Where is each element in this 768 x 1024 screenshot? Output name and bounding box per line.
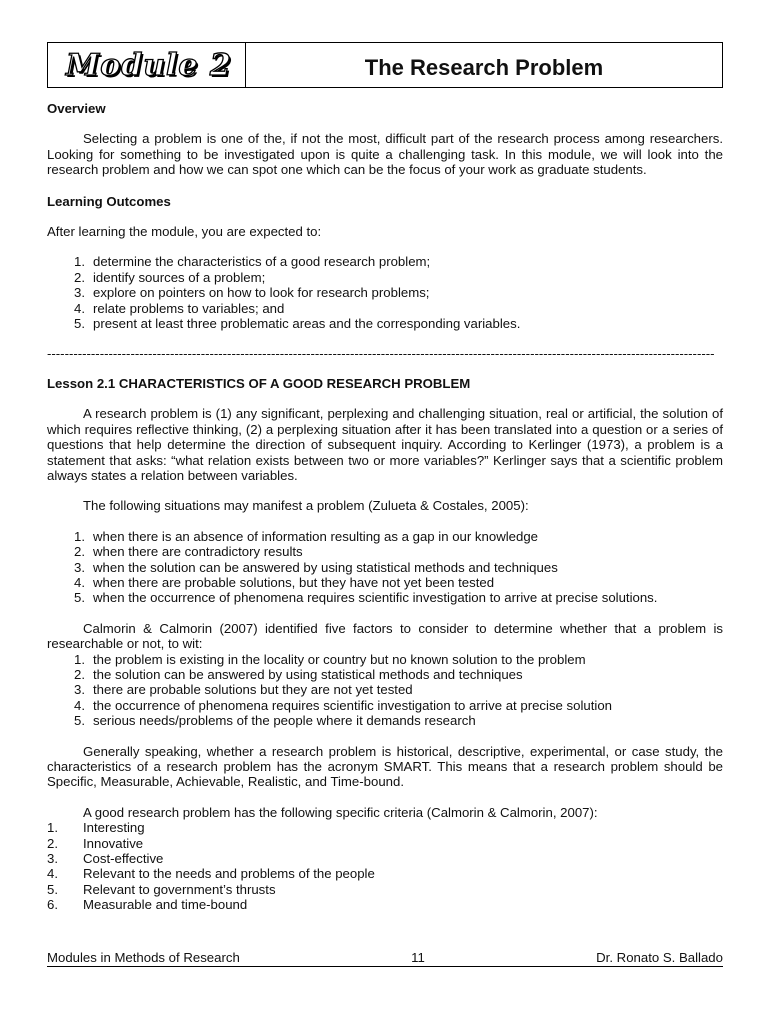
list-text: when there are contradictory results xyxy=(93,544,303,560)
list-text: the solution can be answered by using statistical methods and techniques xyxy=(93,666,523,682)
list-item xyxy=(47,285,723,300)
module-header xyxy=(47,42,723,88)
list-number: 1. xyxy=(47,820,58,836)
list-number: 5. xyxy=(47,881,58,897)
list-text: Relevant to government’s thrusts xyxy=(83,881,276,897)
document-body xyxy=(47,101,723,913)
list-text: Innovative xyxy=(83,835,144,851)
outcomes-intro: After learning the module, you are expected to: xyxy=(47,224,322,240)
list-number: 3. xyxy=(74,285,85,301)
list-item xyxy=(47,529,723,544)
list-number: 5. xyxy=(74,713,85,729)
footer-course-title: Modules in Methods of Research xyxy=(47,950,240,965)
list-text: the occurrence of phenomena requires scientific investigation to arrive at precise solution xyxy=(93,697,612,713)
list-number: 4. xyxy=(74,300,85,316)
list-number: 2. xyxy=(74,269,85,285)
list-number: 3. xyxy=(47,851,58,867)
page-footer xyxy=(47,950,723,967)
list-text: when there is an absence of information resulting as a gap in our knowledge xyxy=(93,528,538,544)
list-item xyxy=(47,667,723,682)
list-text: there are probable solutions but they are not yet tested xyxy=(93,682,413,698)
list-item xyxy=(47,301,723,316)
list-text: when there are probable solutions, but they have not yet been tested xyxy=(93,574,495,590)
list-text: serious needs/problems of the people where it demands research xyxy=(93,713,476,729)
list-number: 5. xyxy=(74,590,85,606)
outcomes-list xyxy=(47,254,723,331)
list-number: 3. xyxy=(74,559,85,575)
list-number: 1. xyxy=(74,651,85,667)
list-number: 5. xyxy=(74,316,85,332)
list-number: 2. xyxy=(47,835,58,851)
footer-page-number: 11 xyxy=(411,950,425,965)
list-item xyxy=(47,836,723,851)
list-text: explore on pointers on how to look for research problems; xyxy=(93,285,430,301)
list-number: 4. xyxy=(74,574,85,590)
list-text: Measurable and time-bound xyxy=(83,897,248,913)
list-text: present at least three problematic areas and the corresponding variables. xyxy=(93,316,521,332)
list-text: relate problems to variables; and xyxy=(93,300,285,316)
title-cell xyxy=(246,43,722,87)
list-text: when the occurrence of phenomena requires scientific investigation to arrive at precise solutions. xyxy=(93,590,658,606)
document-page xyxy=(47,42,723,913)
list-item xyxy=(47,652,723,667)
lesson-paragraph-5: A good research problem has the following specific criteria (Calmorin & Calmorin, 2007): xyxy=(83,804,598,820)
list-item xyxy=(47,270,723,285)
list-number: 2. xyxy=(74,544,85,560)
section-divider: -------------------------------------------------------------------------------------------------------------------------------------------------------- xyxy=(47,346,715,362)
list-item xyxy=(47,713,723,728)
list-item xyxy=(47,682,723,697)
list-number: 1. xyxy=(74,254,85,270)
list-item xyxy=(47,851,723,866)
list-item xyxy=(47,254,723,269)
list-item xyxy=(47,882,723,897)
situations-list xyxy=(47,529,723,606)
list-text: identify sources of a problem; xyxy=(93,269,266,285)
list-number: 3. xyxy=(74,682,85,698)
lesson-paragraph-2: The following situations may manifest a problem (Zulueta & Costales, 2005): xyxy=(83,498,529,514)
list-text: Interesting xyxy=(83,820,145,836)
list-item xyxy=(47,575,723,590)
factors-list xyxy=(47,652,723,729)
overview-heading: Overview xyxy=(47,101,106,116)
lesson-paragraph-3: Calmorin & Calmorin (2007) identified five factors to consider to determine whether that a problem is researchable or not, to wit: xyxy=(47,620,723,652)
module-label-cell xyxy=(48,43,246,87)
list-number: 2. xyxy=(74,666,85,682)
lesson-paragraph-4: Generally speaking, whether a research problem is historical, descriptive, experimental, or case study, the characteristics of a research problem has the acronym SMART. This means that a research problem should be Specific, Measurable, Achievable, Realistic, and Time-bound. xyxy=(47,743,723,790)
list-text: Relevant to the needs and problems of the people xyxy=(83,866,375,882)
list-item xyxy=(47,897,723,912)
footer-author: Dr. Ronato S. Ballado xyxy=(596,950,723,965)
list-number: 4. xyxy=(74,697,85,713)
list-item xyxy=(47,316,723,331)
list-number: 4. xyxy=(47,866,58,882)
list-item xyxy=(47,544,723,559)
outcomes-heading: Learning Outcomes xyxy=(47,193,171,209)
list-text: determine the characteristics of a good research problem; xyxy=(93,254,431,270)
list-item xyxy=(47,560,723,575)
list-number: 1. xyxy=(74,528,85,544)
overview-paragraph: Selecting a problem is one of the, if not the most, difficult part of the research process among researchers. Looking for something to be investigated upon is quite a challenging task. In this module, we will look into the research problem and how we can spot one which can be the focus of your work as graduate students. xyxy=(47,131,723,178)
list-number: 6. xyxy=(47,897,58,913)
list-text: the problem is existing in the locality or country but no known solution to the problem xyxy=(93,651,586,667)
list-item xyxy=(47,698,723,713)
lesson-paragraph-1: A research problem is (1) any significant, perplexing and challenging situation, real or artificial, the solution of which requires reflective thinking, (2) a perplexing situation after it has been translated into a question or a series of questions that help determine the direction of subsequent inquiry. According to Kerlinger (1973), a problem is a statement that asks: “what relation exists between two or more variables?” Kerlinger says that a scientific problem always states a relation between variables. xyxy=(47,406,723,483)
list-text: when the solution can be answered by using statistical methods and techniques xyxy=(93,559,558,575)
criteria-list xyxy=(47,820,723,912)
lesson-heading: Lesson 2.1 CHARACTERISTICS OF A GOOD RESEARCH PROBLEM xyxy=(47,375,471,391)
module-label: Module 2 xyxy=(66,47,232,83)
list-text: Cost-effective xyxy=(83,851,164,867)
page-title: The Research Problem xyxy=(364,55,604,80)
list-item xyxy=(47,866,723,881)
list-item xyxy=(47,590,723,605)
list-item xyxy=(47,820,723,835)
